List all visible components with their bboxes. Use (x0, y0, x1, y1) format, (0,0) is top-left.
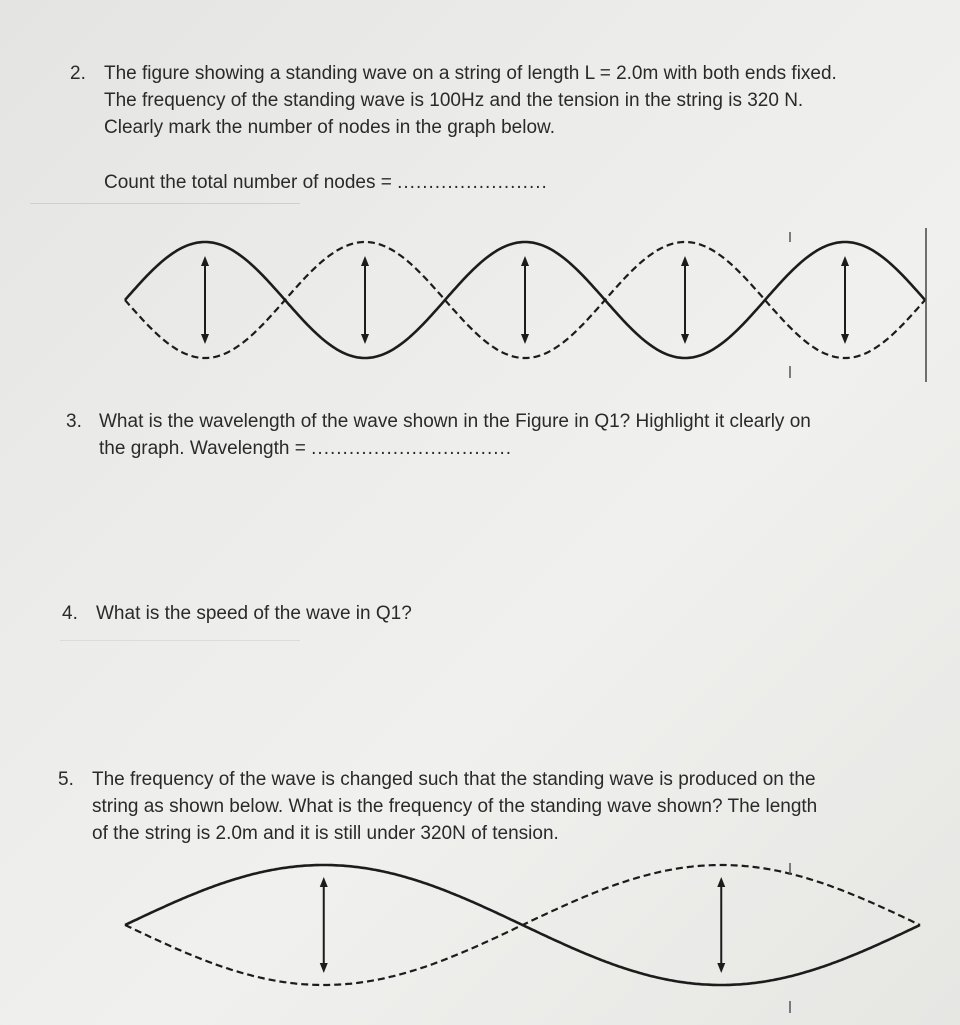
arrow-head-up (681, 256, 689, 266)
arrow-head-down (361, 334, 369, 344)
standing-wave-figure-1 (0, 220, 960, 390)
question-text-line: What is the wavelength of the wave shown in the Figure in Q1? Highlight it clearly on (99, 411, 811, 432)
answer-line (104, 169, 837, 196)
answer-line (99, 435, 811, 462)
arrow-head-up (521, 256, 529, 266)
answer-prompt: the graph. Wavelength = (99, 438, 312, 459)
question-text-line: of the string is 2.0m and it is still under 320N of tension. (92, 823, 559, 844)
standing-wave-figure-2 (0, 855, 960, 1025)
wave-dashed (125, 865, 920, 985)
arrow-head-down (521, 334, 529, 344)
arrow-head-up (841, 256, 849, 266)
arrow-head-down (717, 963, 725, 973)
question-number: 2. (70, 63, 86, 84)
arrow-head-up (320, 877, 328, 887)
divider (60, 640, 300, 641)
question-text-line: The frequency of the wave is changed such that the standing wave is produced on the (92, 769, 816, 790)
answer-blank[interactable]: ........................ (397, 172, 548, 193)
question-number: 5. (58, 769, 74, 790)
question-text-line: Clearly mark the number of nodes in the graph below. (104, 117, 555, 138)
arrow-head-down (201, 334, 209, 344)
arrow-head-down (681, 334, 689, 344)
arrow-head-up (201, 256, 209, 266)
answer-blank[interactable]: ................................ (311, 438, 513, 459)
question-text-line: The frequency of the standing wave is 100Hz and the tension in the string is 320 N. (104, 90, 804, 111)
divider (30, 203, 300, 204)
question-number: 3. (66, 411, 82, 432)
arrow-head-down (320, 963, 328, 973)
arrow-head-up (361, 256, 369, 266)
wave-graph-2 (125, 863, 920, 1013)
question-text-line: The figure showing a standing wave on a string of length L = 2.0m with both ends fixed. (104, 63, 837, 84)
answer-prompt: Count the total number of nodes = (104, 172, 398, 193)
arrow-head-down (841, 334, 849, 344)
question-text-line: What is the speed of the wave in Q1? (96, 603, 412, 624)
question-text-line: string as shown below. What is the frequency of the standing wave shown? The length (92, 796, 818, 817)
wave-graph-1 (125, 228, 926, 382)
question-number: 4. (62, 603, 78, 624)
arrow-head-up (717, 877, 725, 887)
